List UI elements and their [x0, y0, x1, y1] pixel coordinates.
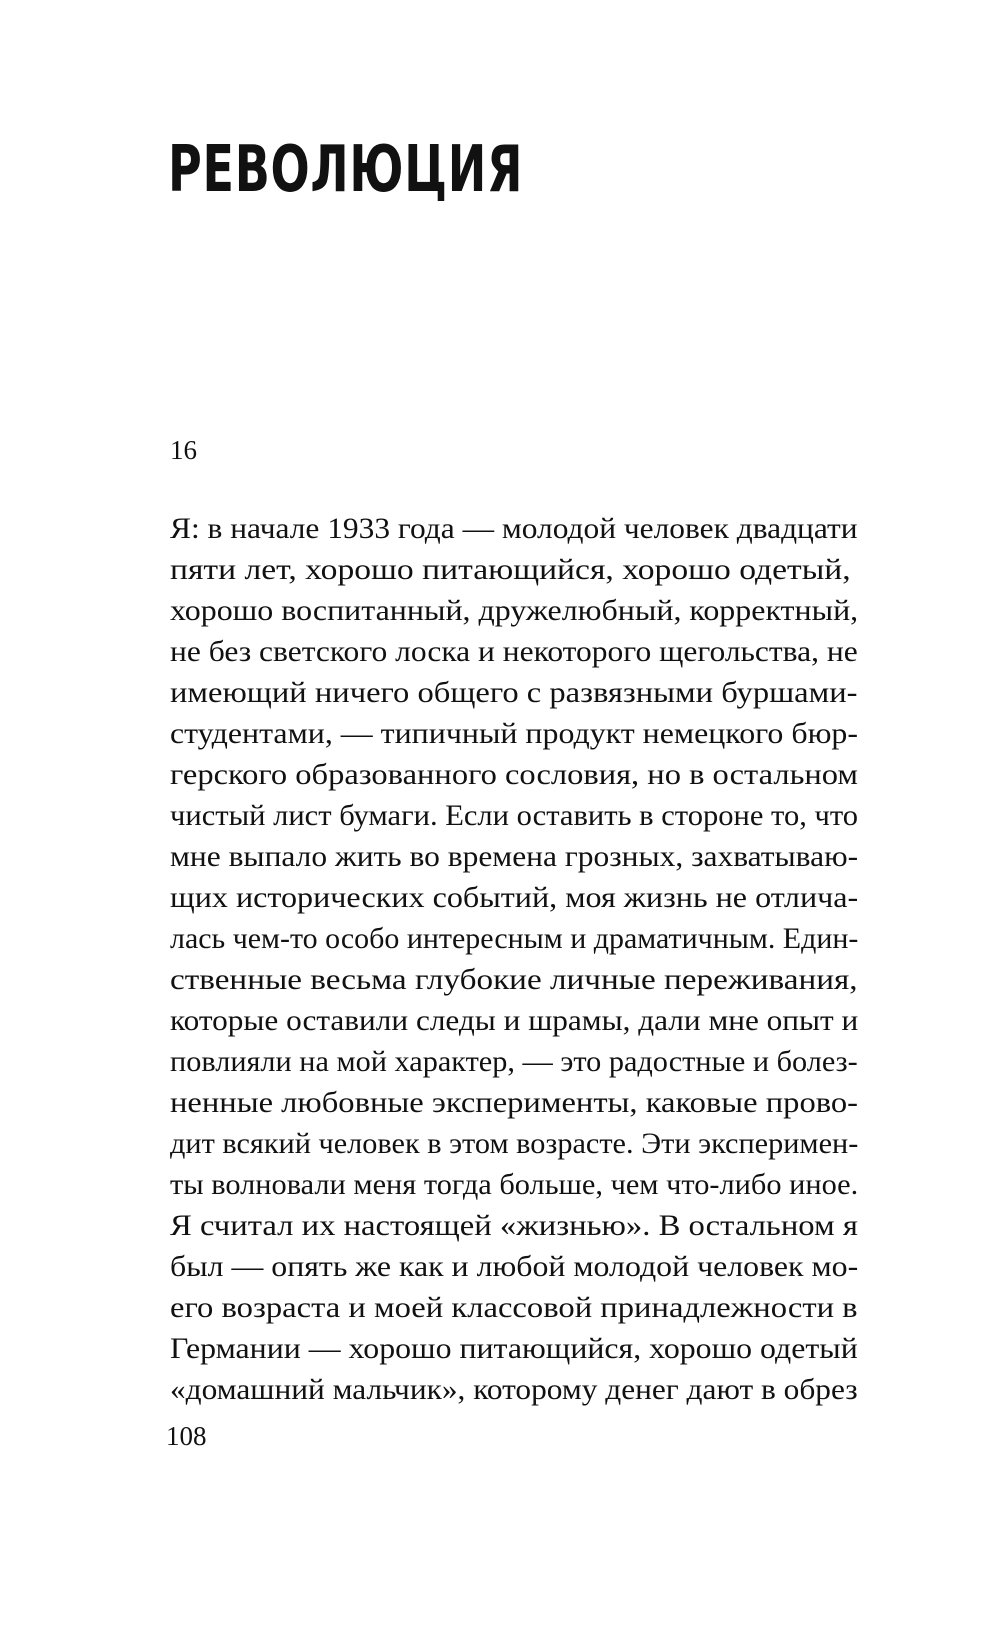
text-line: ты волновали меня тогда больше, чем что-либо иное. — [170, 1168, 859, 1201]
text-line: дит всякий человек в этом возрасте. Эти эксперимен- — [170, 1127, 859, 1160]
text-line: ненные любовные эксперименты, каковые прово- — [170, 1086, 858, 1119]
text-line: герского образованного сословия, но в остальном — [170, 758, 859, 791]
section-number: 16 — [170, 435, 197, 465]
text-line: щих исторических событий, моя жизнь не отлича- — [170, 881, 859, 914]
text-line: Германии — хорошо питающийся, хорошо одетый — [170, 1332, 858, 1365]
text-line: студентами, — типичный продукт немецкого бюр- — [170, 717, 859, 750]
text-line: пяти лет, хорошо питающийся, хорошо одетый, — [170, 553, 851, 586]
body-text — [170, 508, 870, 1410]
text-line: лась чем-то особо интересным и драматичным. Един- — [170, 922, 859, 955]
text-line: был — опять же как и любой молодой человек мо- — [170, 1250, 859, 1283]
text-line: не без светского лоска и некоторого щегольства, не — [170, 635, 858, 668]
page-number: 108 — [166, 1421, 207, 1451]
text-line: ственные весьма глубокие личные переживания, — [170, 963, 858, 996]
text-line: «домашний мальчик», которому денег дают в обрез — [170, 1373, 858, 1406]
text-line: хорошо воспитанный, дружелюбный, корректный, — [170, 594, 859, 627]
text-line: его возраста и моей классовой принадлежности в — [170, 1291, 858, 1324]
chapter-title: РЕВОЛЮЦИЯ — [168, 133, 524, 207]
text-line: чистый лист бумаги. Если оставить в стороне то, что — [170, 799, 859, 832]
text-line: Я считал их настоящей «жизнью». В остальном я — [170, 1209, 858, 1242]
text-line: повлияли на мой характер, — это радостные и болез- — [170, 1045, 858, 1078]
text-line: которые оставили следы и шрамы, дали мне опыт и — [170, 1004, 859, 1037]
text-line: имеющий ничего общего с развязными буршами- — [170, 676, 858, 709]
text-line: Я: в начале 1933 года — молодой человек двадцати — [170, 512, 858, 545]
text-line: мне выпало жить во времена грозных, захватываю- — [170, 840, 859, 873]
